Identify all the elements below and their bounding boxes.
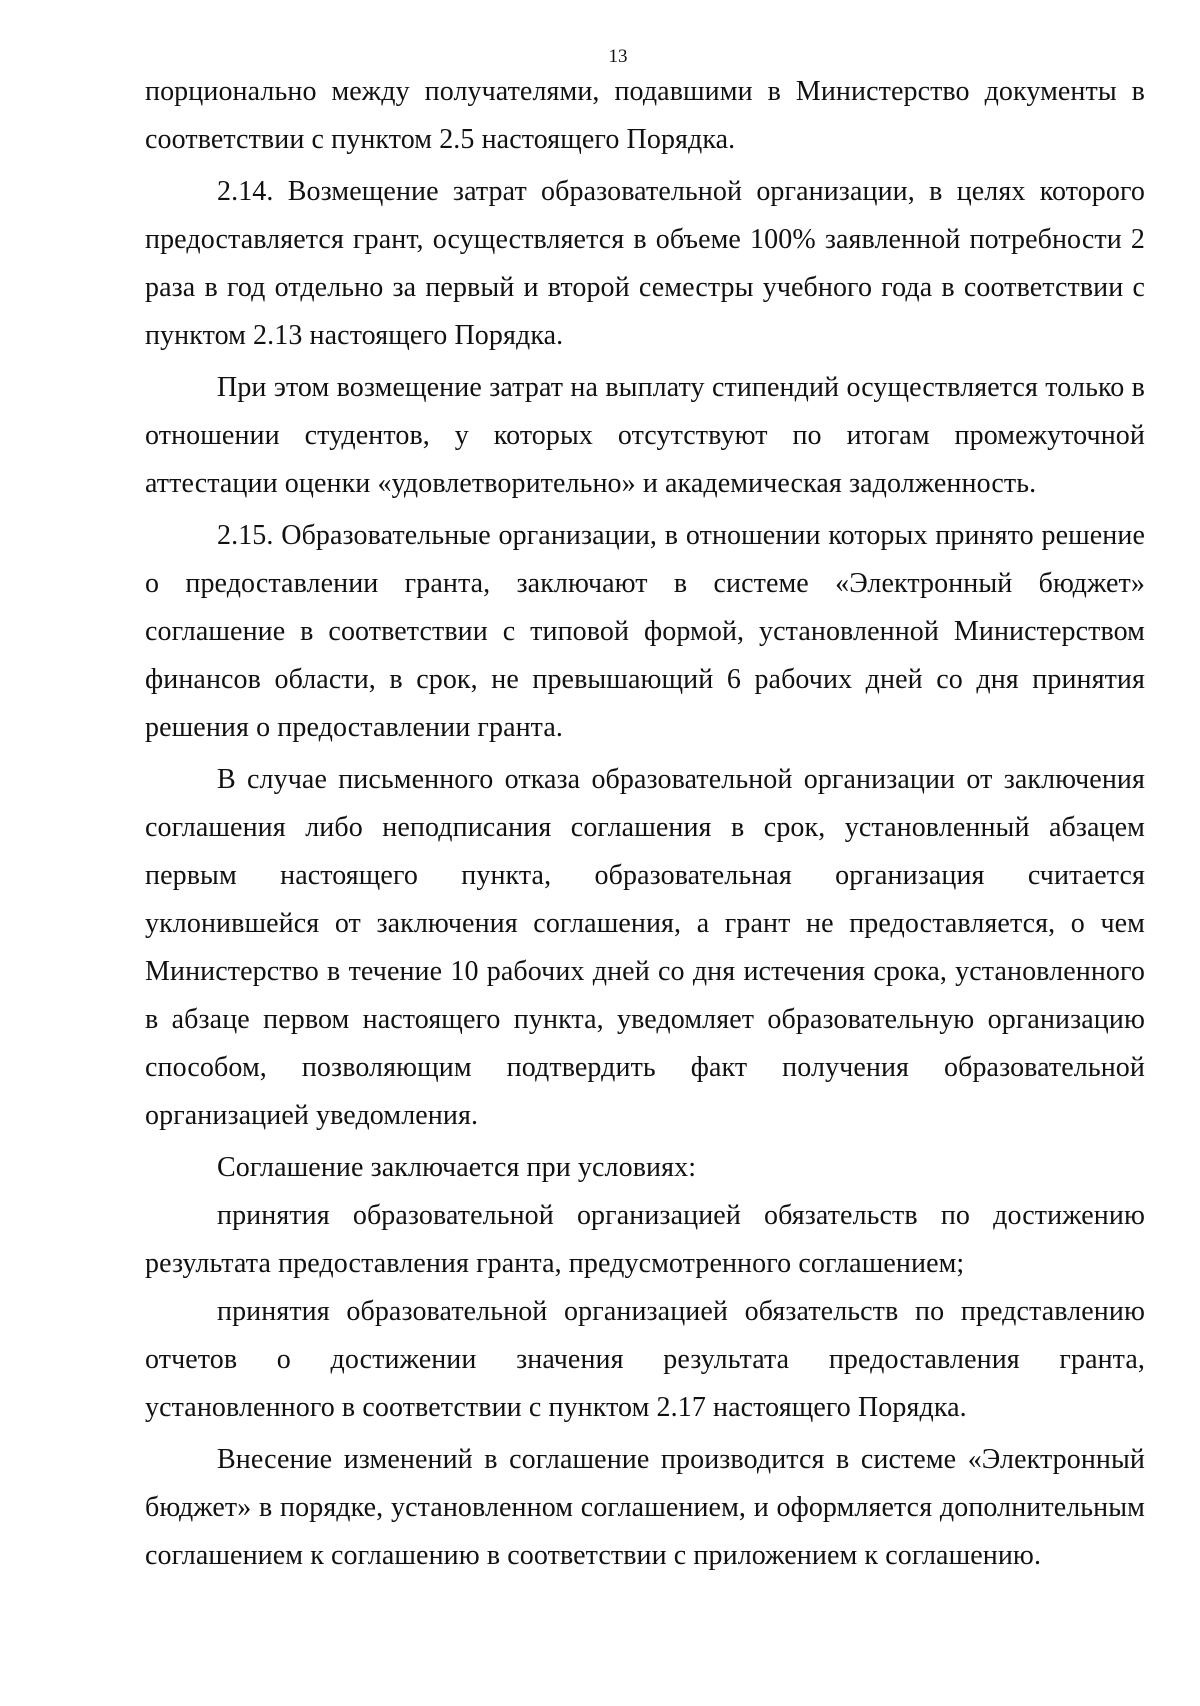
paragraph-condition-reports: принятия образовательной организацией обязательств по представлению отчетов о достижении значения результата предоставления гранта, установленного в соответствии с пунктом 2.17 настоящего Порядка.	[145, 1296, 1145, 1423]
paragraph-amendments: Внесение изменений в соглашение производится в системе «Электронный бюджет» в порядке, установленном соглашением, и оформляется дополнительным соглашением к соглашению в соответствии с приложением к соглашению.	[145, 1444, 1145, 1571]
paragraph-2-14: 2.14. Возмещение затрат образовательной организации, в целях которого предоставляется грант, осуществляется в объеме 100% заявленной потребности 2 раза в год отдельно за первый и второй семестры учебного года в соответствии с пунктом 2.13 настоящего Порядка.	[145, 176, 1145, 351]
page-number: 13	[608, 46, 628, 67]
paragraph-scholarship-condition: При этом возмещение затрат на выплату стипендий осуществляется только в отношении студентов, у которых отсутствуют по итогам промежуточной аттестации оценки «удовлетворительно» и академическая задолженность.	[145, 372, 1145, 499]
document-body	[145, 68, 1145, 1580]
paragraph-agreement-conditions: Соглашение заключается при условиях:	[217, 1152, 697, 1183]
paragraph-condition-result: принятия образовательной организацией обязательств по достижению результата предоставления гранта, предусмотренного соглашением;	[145, 1200, 1145, 1279]
paragraph-continuation: порционально между получателями, подавшими в Министерство документы в соответствии с пунктом 2.5 настоящего Порядка.	[145, 76, 1145, 155]
paragraph-2-15: 2.15. Образовательные организации, в отношении которых принято решение о предоставлении гранта, заключают в системе «Электронный бюджет» соглашение в соответствии с типовой формой, установленной Министерством финансов области, в срок, не превышающий 6 рабочих дней со дня принятия решения о предоставлении гранта.	[145, 520, 1145, 743]
paragraph-refusal: В случае письменного отказа образовательной организации от заключения соглашения либо неподписания соглашения в срок, установленный абзацем первым настоящего пункта, образовательная организация считается уклонившейся от заключения соглашения, а грант не предоставляется, о чем Министерство в течение 10 рабочих дней со дня истечения срока, установленного в абзаце первом настоящего пункта, уведомляет образовательную организацию способом, позволяющим подтвердить факт получения образовательной организацией уведомления.	[145, 764, 1145, 1131]
